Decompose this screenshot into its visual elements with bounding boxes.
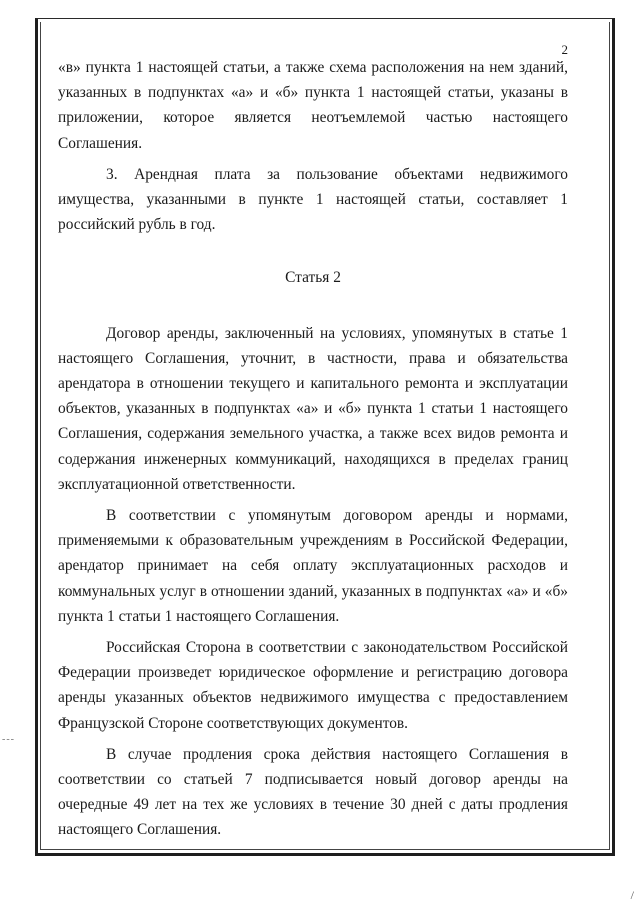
paragraph-continuation: «в» пункта 1 настоящей статьи, а также схема расположения на нем зданий, указанных в подпунктах «а» и «б» пункта 1 настоящей статьи, указаны в приложении, которое является неотъемлемой частью настоящего Соглашения.	[58, 59, 568, 152]
margin-mark: ---	[2, 734, 15, 745]
document-body	[58, 55, 568, 843]
article-heading: Статья 2	[285, 269, 341, 287]
paragraph-extension: В случае продления срока действия настоящего Соглашения в соответствии со статьей 7 подписывается новый договор аренды на очередные 49 лет на тех же условиях в течение 30 дней с даты продления настоящего Соглашения.	[58, 745, 568, 839]
paragraph-rent-clause: 3. Арендная плата за пользование объектами недвижимого имущества, указанными в пункте 1 настоящей статьи, составляет 1 российский рубль в год.	[58, 165, 568, 234]
paragraph-lease-terms: Договор аренды, заключенный на условиях, упомянутых в статье 1 настоящего Соглашения, уточнит, в частности, права и обязательства арендатора в отношении текущего и капитального ремонта и эксплуатации объектов, указанных в подпунктах «а» и «б» пункта 1 статьи 1 настоящего Соглашения, содержания земельного участка, а также всех видов ремонта и содержания инженерных коммуникаций, находящихся в пределах границ эксплуатационной ответственности.	[58, 324, 568, 493]
paragraph-operating-costs: В соответствии с упомянутым договором аренды и нормами, применяемыми к образовательным учреждениям в Российской Федерации, арендатор принимает на себя оплату эксплуатационных расходов и коммунальных услуг в отношении зданий, указанных в подпунктах «а» и «б» пункта 1 статьи 1 настоящего Соглашения.	[58, 507, 568, 625]
paragraph-registration: Российская Сторона в соответствии с законодательством Российской Федерации произведет юридическое оформление и регистрацию договора аренды указанных объектов недвижимого имущества с предоставлением Французской Стороне соответствующих документов.	[58, 639, 568, 732]
page-number: 2	[561, 42, 568, 57]
corner-mark: /	[630, 888, 634, 902]
